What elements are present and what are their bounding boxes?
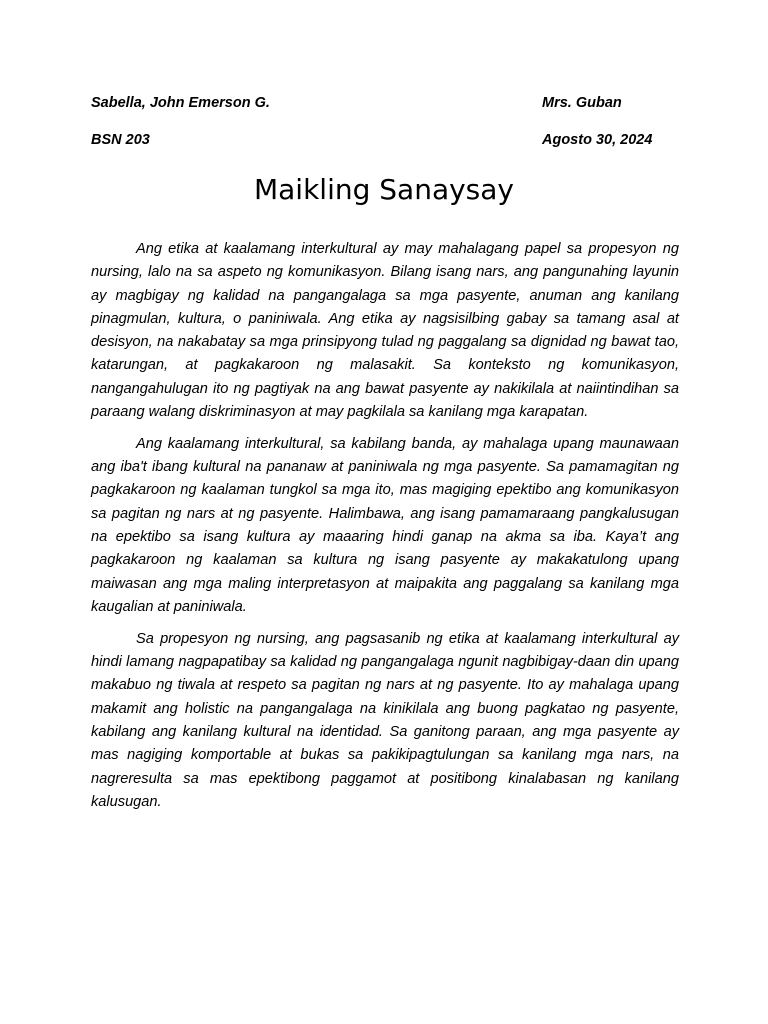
instructor-name: Mrs. Guban [542, 95, 622, 111]
essay-body [91, 238, 679, 823]
date-label: Agosto 30, 2024 [542, 132, 653, 148]
paragraph-1: Ang etika at kaalamang interkultural ay may mahalagang papel sa propesyon ng nursing, lalo na sa aspeto ng komunikasyon. Bilang isang nars, ang pangunahing layunin ay magbigay ng kalidad na pangangalaga sa mga pasyente, anuman ang kanilang pinagmulan, kultura, o paniniwala. Ang etika ay nagsisilbing gabay sa tamang asal at desisyon, na nakabatay sa mga prinsipyong tulad ng paggalang sa dignidad ng bawat tao, katarungan, at pagkakaroon ng malasakit. Sa konteksto ng komunikasyon, nangangahulugan ito ng pagtiyak na ang bawat pasyente ay nakikilala at naiintindihan sa paraang walang diskriminasyon at may pagkilala sa kanilang mga karapatan. [91, 241, 679, 421]
section-label: BSN 203 [91, 132, 150, 148]
document-title: Maikling Sanaysay [253, 173, 514, 206]
paragraph-2: Ang kaalamang interkultural, sa kabilang banda, ay mahalaga upang maunawaan ang iba't ibang kultural na pananaw at paniniwala ng mga pasyente. Sa pamamagitan ng pagkakaroon ng kaalaman tungkol sa mga ito, mas magiging epektibo ang komunikasyon sa pagitan ng nars at ng pasyente. Halimbawa, ang isang pamamaraang pangkalusugan na epektibo sa isang kultura ay maaaring hindi ganap na akma sa iba. Kaya’t ang pagkakaroon ng kaalaman sa kultura ng isang pasyente ay makakatulong upang maiwasan ang mga maling interpretasyon at maipakita ang paggalang sa kanilang mga kaugalian at paniniwala. [91, 435, 679, 615]
author-name: Sabella, John Emerson G. [91, 95, 270, 111]
paragraph-3: Sa propesyon ng nursing, ang pagsasanib ng etika at kaalamang interkultural ay hindi lamang nagpapatibay sa kalidad ng pangangalaga ngunit nagbibigay-daan din upang makabuo ng tiwala at respeto sa pagitan ng nars at ng pasyente. Ito ay mahalaga upang makamit ang holistic na pangangalaga na kinikilala ang buong pagkatao ng pasyente, kabilang ang kanilang kultural na identidad. Sa ganitong paraan, ang mga pasyente ay mas nagiging komportable at bukas sa pakikipagtulungan sa kanilang mga nars, na nagreresulta sa mas epektibong paggamot at positibong kinalabasan ng kanilang kalusugan. [91, 630, 679, 810]
